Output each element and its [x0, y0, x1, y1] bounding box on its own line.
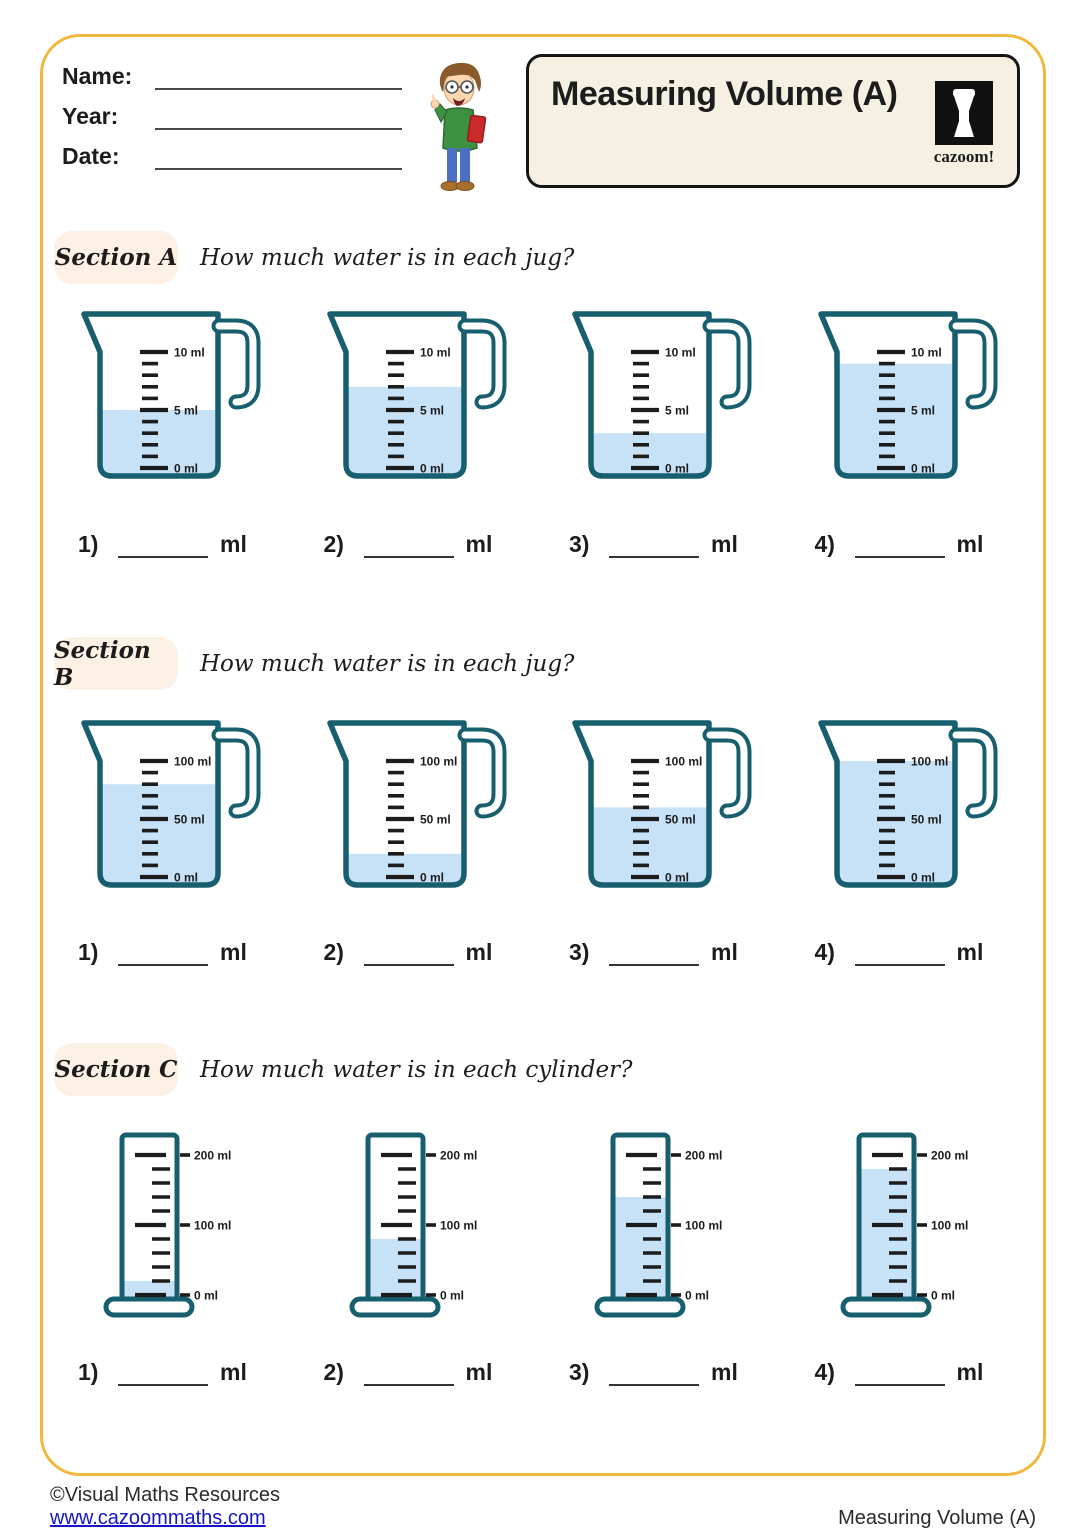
svg-text:100 ml: 100 ml — [910, 754, 948, 769]
cylinder-base — [352, 1299, 438, 1315]
water-fill — [861, 1169, 911, 1297]
section-c-question: How much water is in each cylinder? — [200, 1056, 633, 1083]
svg-text:50 ml: 50 ml — [419, 812, 451, 827]
answer-cell — [78, 932, 324, 966]
cylinder-base — [106, 1299, 192, 1315]
svg-text:5 ml: 5 ml — [419, 403, 444, 418]
jug-handle — [710, 326, 744, 402]
answer-unit: ml — [711, 1359, 738, 1385]
jug-handle — [219, 326, 253, 402]
water-fill — [103, 410, 216, 474]
vessel-cell — [569, 709, 789, 909]
answer-unit: ml — [220, 1359, 247, 1385]
cylinder-figure — [569, 1129, 789, 1329]
svg-text:10 ml: 10 ml — [910, 345, 942, 360]
svg-text:0 ml: 0 ml — [174, 461, 199, 476]
section-a-badge: Section A — [54, 231, 178, 284]
answer-blank[interactable] — [364, 532, 454, 558]
answer-number: 1) — [78, 939, 99, 965]
year-input-line[interactable] — [155, 108, 402, 130]
svg-text:0 ml: 0 ml — [194, 1288, 219, 1303]
cylinder-body — [122, 1135, 177, 1301]
svg-text:200 ml: 200 ml — [439, 1148, 477, 1163]
cylinder-figure — [78, 1129, 298, 1329]
svg-text:0 ml: 0 ml — [419, 870, 444, 885]
svg-text:5 ml: 5 ml — [910, 403, 935, 418]
footer-worksheet-name: Measuring Volume (A) — [838, 1507, 1036, 1529]
jug-figure — [78, 300, 298, 500]
svg-text:0 ml: 0 ml — [910, 461, 935, 476]
answer-cell — [815, 524, 1061, 558]
worksheet-title: Measuring Volume (A) — [551, 75, 898, 113]
answer-number: 4) — [814, 939, 835, 965]
jug-handle — [710, 735, 744, 811]
answer-cell — [324, 524, 570, 558]
answer-number: 4) — [814, 531, 835, 557]
svg-text:100 ml: 100 ml — [665, 754, 703, 769]
jug-handle — [465, 326, 499, 402]
svg-text:10 ml: 10 ml — [419, 345, 451, 360]
answer-cell — [78, 1352, 324, 1386]
svg-text:50 ml: 50 ml — [174, 812, 205, 827]
answer-blank[interactable] — [855, 1360, 945, 1386]
answer-number: 2) — [323, 531, 344, 557]
svg-text:0 ml: 0 ml — [685, 1288, 710, 1303]
answer-unit: ml — [465, 1359, 493, 1385]
section-b-question: How much water is in each jug? — [200, 650, 575, 677]
vessel-cell — [815, 300, 1035, 500]
answer-number: 4) — [814, 1359, 835, 1385]
answer-cell — [324, 932, 570, 966]
vessel-cell — [78, 300, 298, 500]
cazoom-logo-icon — [935, 81, 993, 145]
jug-figure — [815, 709, 1035, 909]
answer-number: 3) — [569, 531, 590, 557]
svg-text:200 ml: 200 ml — [685, 1148, 723, 1163]
vessel-cell — [324, 1129, 544, 1329]
answer-unit: ml — [465, 531, 493, 557]
name-input-line[interactable] — [155, 68, 402, 90]
svg-text:0 ml: 0 ml — [665, 461, 690, 476]
footer-link[interactable]: www.cazoommaths.com — [50, 1507, 266, 1529]
section-c-vessels — [78, 1129, 1063, 1329]
vessel-cell — [815, 1129, 1035, 1329]
cylinder-base — [597, 1299, 683, 1315]
jug-handle — [465, 735, 499, 811]
svg-text:100 ml: 100 ml — [174, 754, 212, 769]
svg-text:5 ml: 5 ml — [665, 403, 690, 418]
jug-figure — [324, 300, 544, 500]
answer-unit: ml — [465, 939, 493, 965]
water-fill — [348, 387, 461, 474]
svg-text:10 ml: 10 ml — [665, 345, 696, 360]
svg-text:5 ml: 5 ml — [174, 403, 199, 418]
svg-text:0 ml: 0 ml — [910, 870, 935, 885]
answer-unit: ml — [220, 531, 247, 557]
worksheet-title-box — [526, 54, 1020, 188]
cylinder-figure — [815, 1129, 1035, 1329]
student-fields — [62, 64, 402, 184]
vessel-cell — [78, 709, 298, 909]
vessel-cell — [569, 300, 789, 500]
svg-text:50 ml: 50 ml — [665, 812, 696, 827]
answer-cell — [569, 524, 815, 558]
answer-blank[interactable] — [118, 532, 208, 558]
cazoom-logo — [927, 81, 1001, 167]
answer-number: 3) — [569, 939, 590, 965]
answer-cell — [569, 1352, 815, 1386]
date-label: Date: — [62, 143, 120, 169]
svg-text:0 ml: 0 ml — [174, 870, 199, 885]
answer-number: 2) — [323, 1359, 344, 1385]
vessel-cell — [815, 709, 1035, 909]
svg-text:100 ml: 100 ml — [194, 1218, 232, 1233]
svg-text:0 ml: 0 ml — [419, 461, 444, 476]
svg-text:100 ml: 100 ml — [930, 1218, 968, 1233]
answer-cell — [815, 932, 1061, 966]
section-a-answers — [78, 524, 1063, 558]
footer-copyright: ©Visual Maths Resources — [50, 1484, 281, 1506]
answer-unit: ml — [956, 531, 984, 557]
vessel-cell — [78, 1129, 298, 1329]
section-b-vessels — [78, 709, 1063, 909]
answer-blank[interactable] — [364, 940, 454, 966]
answer-unit: ml — [711, 531, 738, 557]
year-label: Year: — [62, 103, 119, 129]
svg-text:0 ml: 0 ml — [665, 870, 690, 885]
vessel-cell — [569, 1129, 789, 1329]
section-c-badge: Section C — [54, 1043, 178, 1096]
answer-blank[interactable] — [609, 1360, 699, 1386]
date-input-line[interactable] — [155, 148, 402, 170]
jug-figure — [569, 300, 789, 500]
name-label: Name: — [62, 63, 133, 89]
answer-number: 1) — [78, 531, 99, 557]
svg-text:200 ml: 200 ml — [930, 1148, 968, 1163]
answer-blank[interactable] — [855, 532, 945, 558]
name-row — [62, 64, 402, 90]
jug-handle — [219, 735, 253, 811]
cazoom-logo-text: cazoom! — [933, 147, 995, 166]
answer-number: 2) — [323, 939, 344, 965]
answer-unit: ml — [956, 1359, 984, 1385]
svg-text:50 ml: 50 ml — [910, 812, 942, 827]
section-b-answers — [78, 932, 1063, 966]
jug-figure — [569, 709, 789, 909]
cylinder-figure — [324, 1129, 544, 1329]
svg-text:100 ml: 100 ml — [685, 1218, 723, 1233]
vessel-cell — [324, 709, 544, 909]
jug-handle — [956, 326, 990, 402]
svg-text:0 ml: 0 ml — [439, 1288, 464, 1303]
svg-text:100 ml: 100 ml — [419, 754, 457, 769]
jug-figure — [324, 709, 544, 909]
cylinder-base — [843, 1299, 929, 1315]
answer-blank[interactable] — [364, 1360, 454, 1386]
answer-cell — [324, 1352, 570, 1386]
svg-text:0 ml: 0 ml — [930, 1288, 955, 1303]
answer-number: 3) — [569, 1359, 590, 1385]
jug-figure — [815, 300, 1035, 500]
section-c-answers — [78, 1352, 1063, 1386]
svg-text:200 ml: 200 ml — [194, 1148, 232, 1163]
section-a-question: How much water is in each jug? — [200, 244, 575, 271]
year-row — [62, 104, 402, 130]
answer-blank[interactable] — [609, 940, 699, 966]
teacher-illustration — [407, 58, 507, 198]
date-row — [62, 144, 402, 170]
water-fill — [103, 784, 216, 882]
jug-handle — [956, 735, 990, 811]
svg-text:100 ml: 100 ml — [439, 1218, 477, 1233]
water-fill — [839, 364, 952, 474]
answer-cell — [569, 932, 815, 966]
section-a-vessels — [78, 300, 1063, 500]
svg-text:10 ml: 10 ml — [174, 345, 205, 360]
answer-unit: ml — [220, 939, 247, 965]
answer-blank[interactable] — [855, 940, 945, 966]
answer-cell — [815, 1352, 1061, 1386]
answer-number: 1) — [78, 1359, 99, 1385]
answer-blank[interactable] — [609, 532, 699, 558]
answer-blank[interactable] — [118, 1360, 208, 1386]
footer-credit — [50, 1484, 280, 1530]
answer-blank[interactable] — [118, 940, 208, 966]
answer-unit: ml — [711, 939, 738, 965]
answer-cell — [78, 524, 324, 558]
jug-figure — [78, 709, 298, 909]
answer-unit: ml — [956, 939, 984, 965]
vessel-cell — [324, 300, 544, 500]
section-b-badge: Section B — [54, 637, 178, 690]
